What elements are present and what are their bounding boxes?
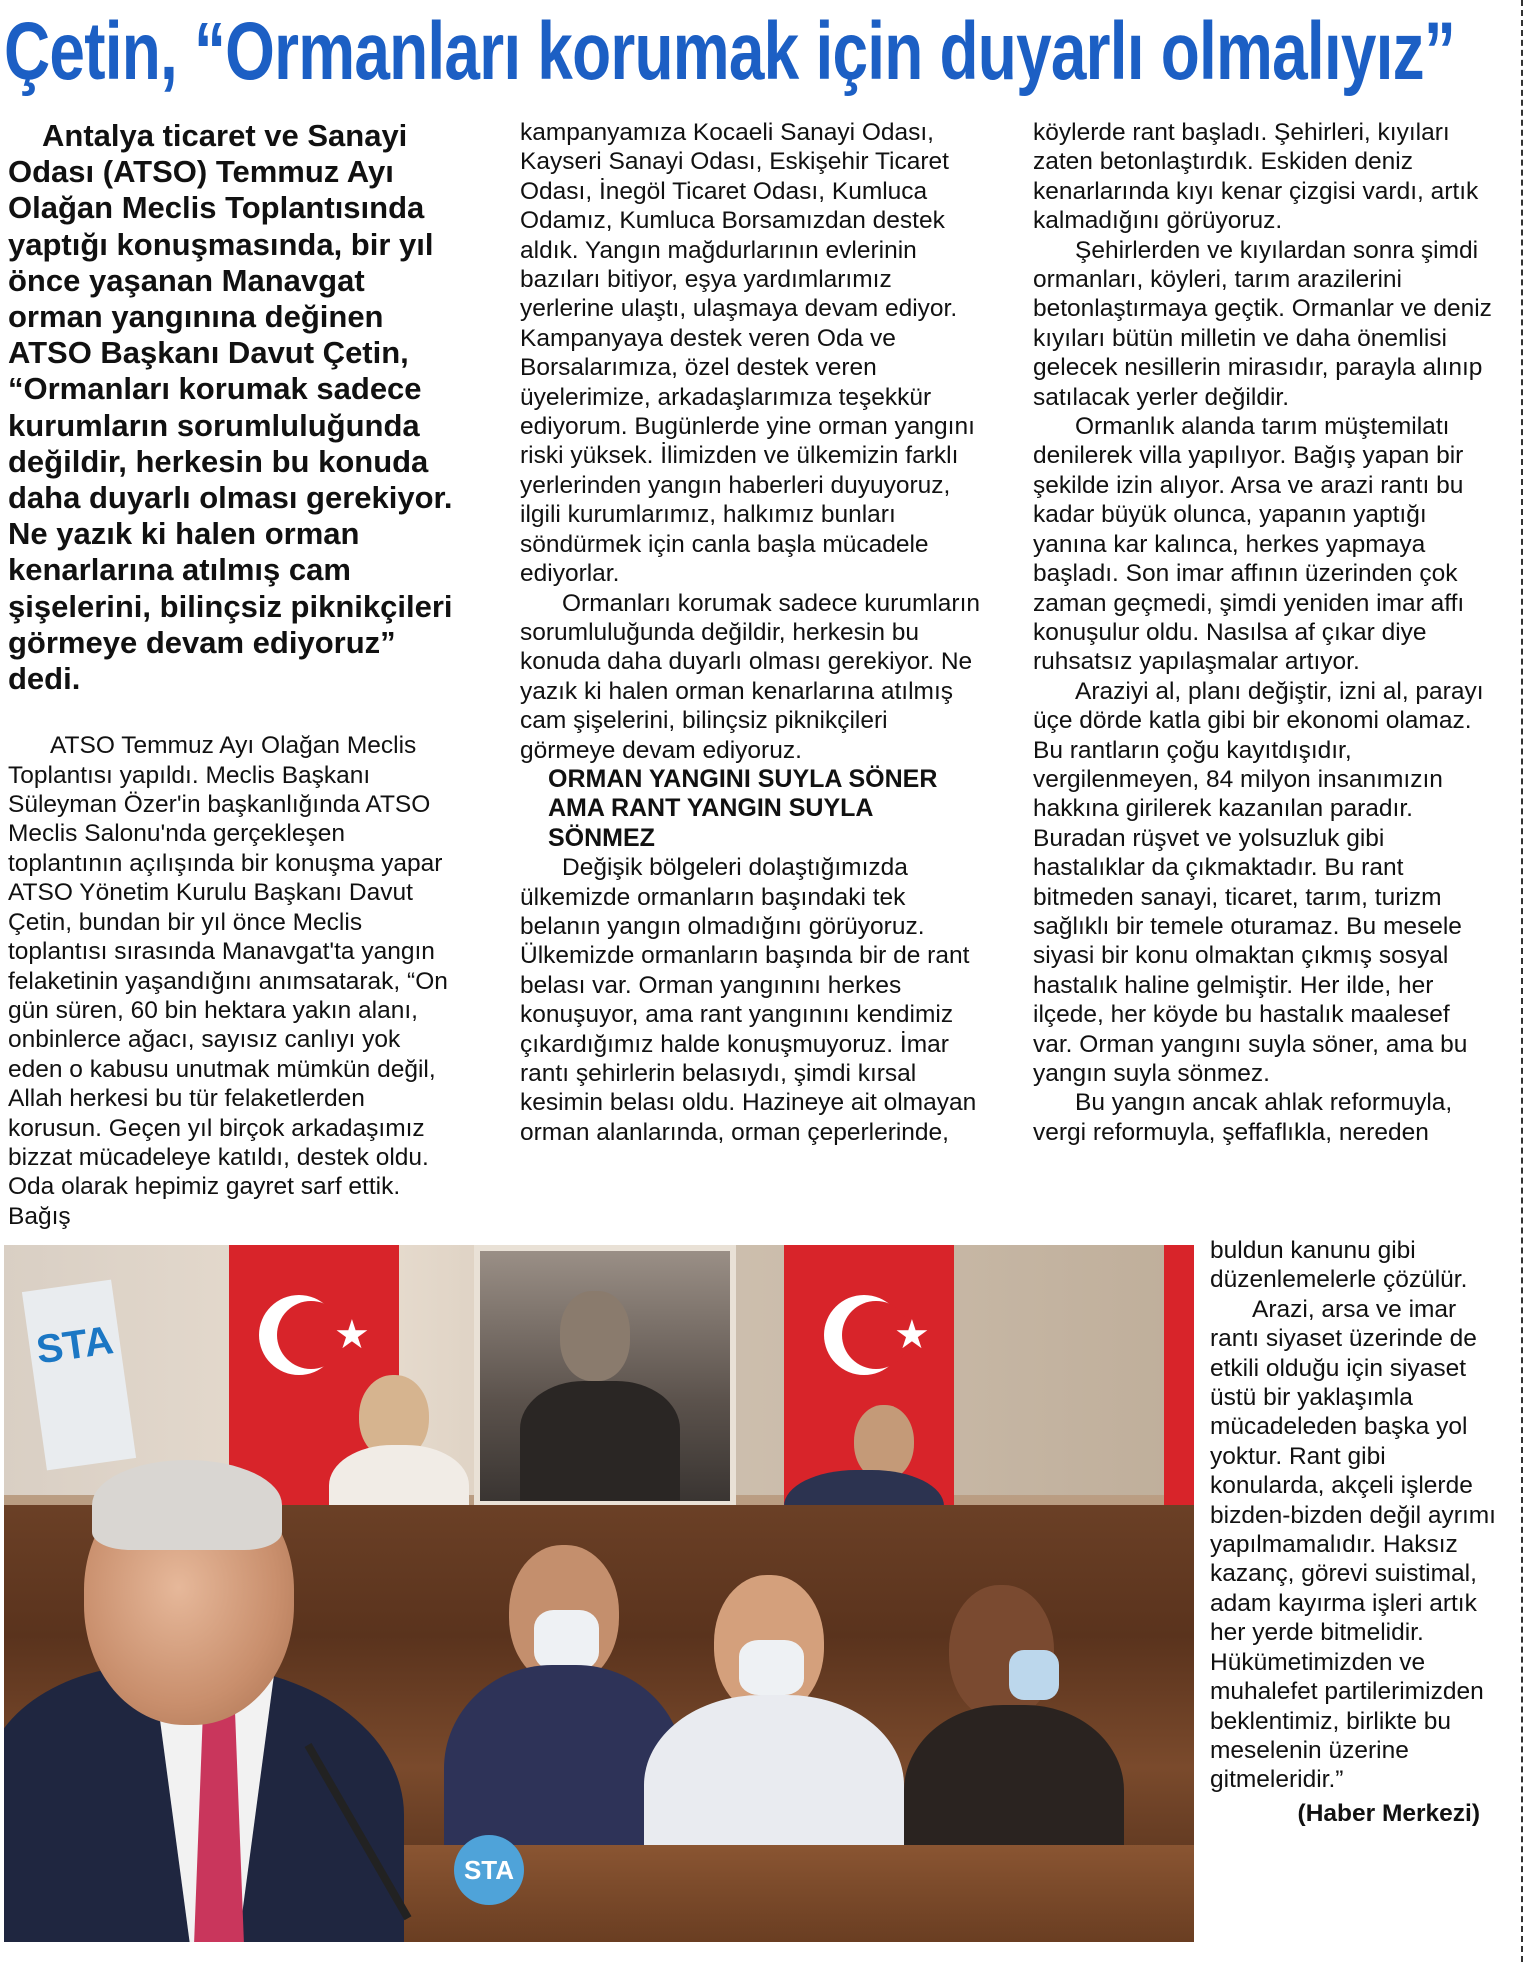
subheading: ORMAN YANGINI SUYLA SÖNER AMA RANT YANGIN SUYLA SÖNMEZ — [548, 764, 938, 852]
body-paragraph: ATSO Temmuz Ayı Olağan Meclis Toplantısı yapıldı. Meclis Başkanı Süleyman Özer'in başkanlığında ATSO Meclis Salonu'nda gerçekleşen toplantının açılışında bir konuşma yapar ATSO Yönetim Kurulu Başkanı Davut Çetin, bundan bir yıl önce Meclis toplantısı sırasında Manavgat'ta yangın felaketinin yaşandığını anımsatarak, “On gün süren, 60 bin hektara yakın alanı, onbinlerce ağacı, sayısız canlıyı yok eden o kabusu unutmak mümkün değil, Allah herkesi bu tür felaketlerden korusun. Geçen yıl birçok arkadaşımız bizzat mücadeleye katıldı, destek oldu. Oda olarak hepimiz gayret sarf ettik. Bağış — [8, 732, 448, 1230]
turkish-flag: ★ — [229, 1245, 399, 1515]
body-paragraph: kampanyamıza Kocaeli Sanayi Odası, Kayseri Sanayi Odası, Eskişehir Ticaret Odası, İnegöl Ticaret Odası, Kumluca Odamız, Kumluca Borsamızdan destek aldık. Yangın mağdurlarının evlerinin bazıları bitiyor, eşya yardımlarımız yerlerine ulaştı, ulaşmaya devam ediyor. Kampanyaya destek veren Oda ve Borsalarımıza, özel destek veren üyelerimize, arkadaşlarımıza teşekkür ediyorum. Bugünlerde yine orman yangını riski yüksek. İlimizden ve ülkemizin farklı yerlerinden yangın haberleri duyuyoruz, ilgili kurumlarımız, halkımız bunları söndürmek için canla başla mücadele ediyorlar. — [520, 119, 975, 588]
column-2 — [520, 118, 980, 1147]
body-paragraph: Bu yangın ancak ahlak reformuyla, vergi reformuyla, şeffaflıkla, nereden — [1033, 1089, 1453, 1146]
page-border — [1521, 0, 1523, 1962]
atso-logo-sign: STA — [454, 1835, 524, 1905]
lead-paragraph: Antalya ticaret ve Sanayi Odası (ATSO) Temmuz Ayı Olağan Meclis Toplantısında yaptığı konuşmasında, bir yıl önce yaşanan Manavgat orman yangınına değinen ATSO Başkanı Davut Çetin, “Ormanları korumak sadece kurumların sorumluluğunda değildir, herkesin bu konuda daha duyarlı olması gerekiyor. Ne yazık ki halen orman kenarlarına atılmış cam şişelerini, bilinçsiz piknikçileri görmeye devam ediyoruz” dedi. — [8, 118, 453, 697]
body-paragraph: Arazi, arsa ve imar rantı siyaset üzerinde de etkili olduğu için siyaset üstü bir yaklaşımla mücadeleden başka yol yoktur. Rant gibi konularda, akçeli işlerde bizden-bizden değil ayrımı yapılmamalıdır. Haksız kazanç, görevi suistimal, adam kayırma işleri artık her yerde bitmelidir. Hükümetimizden ve muhalefet partilerimizden beklentimiz, birlikte bu meselenin üzerine gitmeleridir.” — [1210, 1295, 1496, 1794]
column-3-continued — [1210, 1236, 1500, 1828]
turkish-flag: ★ — [784, 1245, 954, 1515]
body-paragraph: Ormanları korumak sadece kurumların sorumluluğunda değildir, herkesin bu konuda daha duyarlı olması gerekiyor. Ne yazık ki halen orman kenarlarına atılmış cam şişelerini, bilinçsiz piknikçileri görmeye devam ediyoruz. — [520, 589, 981, 764]
meeting-photo — [4, 1245, 1194, 1942]
body-paragraph: köylerde rant başladı. Şehirleri, kıyıları zaten betonlaştırdık. Eskiden deniz kenarlarında kıyı kenar çizgisi vardı, artık kalmadığını görüyoruz. — [1033, 119, 1479, 235]
byline: (Haber Merkezi) — [1297, 1799, 1480, 1827]
headline: Çetin, “Ormanları korumak için duyarlı olmalıyız” — [4, 6, 1456, 97]
column-3 — [1033, 118, 1493, 1147]
turkish-flag — [1164, 1245, 1194, 1515]
body-paragraph: Ormanlık alanda tarım müştemilatı denilerek villa yapılıyor. Bağış yapan bir şekilde izin alıyor. Arsa ve arazi rantı bu kadar büyük olunca, yapanın yaptığı yanına kar kalınca, herkes yapmaya başladı. Son imar affının üzerinden çok zaman geçmedi, şimdi yeniden imar affı konuşulur oldu. Nasılsa af çıkar diye ruhsatsız yapılaşmalar artıyor. — [1033, 413, 1465, 676]
atso-sign: STA — [22, 1280, 136, 1471]
body-paragraph: Araziyi al, planı değiştir, izni al, parayı üçe dörde katla gibi bir ekonomi olamaz. Bu rantların çoğu kayıtdışıdır, vergilenmeyen, 84 milyon insanımızın hakkına girilerek kazanılan paradır. Buradan rüşvet ve yolsuzluk gibi hastalıklar da çıkmaktadır. Bu rant bitmeden sanayi, ticaret, tarım, turizm sağlıklı bir temele oturamaz. Bu mesele siyasi bir konu olmaktan çıkmış sosyal hastalık haline gelmiştir. Her ilde, her ilçede, her köyde bu hastalık maalesef var. Orman yangını suyla söner, ama bu yangın suyla sönmez. — [1033, 677, 1484, 1087]
desk-front-panel — [294, 1845, 1194, 1942]
body-paragraph: Değişik bölgeleri dolaştığımızda ülkemizde ormanların başındaki tek belanın yangın olmadığını görüyoruz. Ülkemizde ormanların başında bir de rant belası var. Orman yangınını herkes konuşuyor, ama rant yangınını kendimiz çıkardığımız halde konuşmuyoruz. İmar rantı şehirlerin belasıydı, şimdi kırsal kesimin belası oldu. Hazineye ait olmayan orman alanlarında, orman çeperlerinde, — [520, 854, 977, 1146]
body-paragraph: buldun kanunu gibi düzenlemelerle çözülür. — [1210, 1237, 1468, 1294]
ataturk-portrait — [474, 1245, 736, 1507]
column-1 — [8, 118, 458, 1231]
speaker-hair — [92, 1460, 282, 1550]
body-paragraph: Şehirlerden ve kıyılardan sonra şimdi ormanları, köyleri, tarım arazilerini betonlaştırmaya geçtik. Ormanlar ve deniz kıyıları bütün milletin ve daha önemlisi gelecek nesillerin mirasıdır, parayla alınıp satılacak yerler değildir. — [1033, 236, 1492, 411]
